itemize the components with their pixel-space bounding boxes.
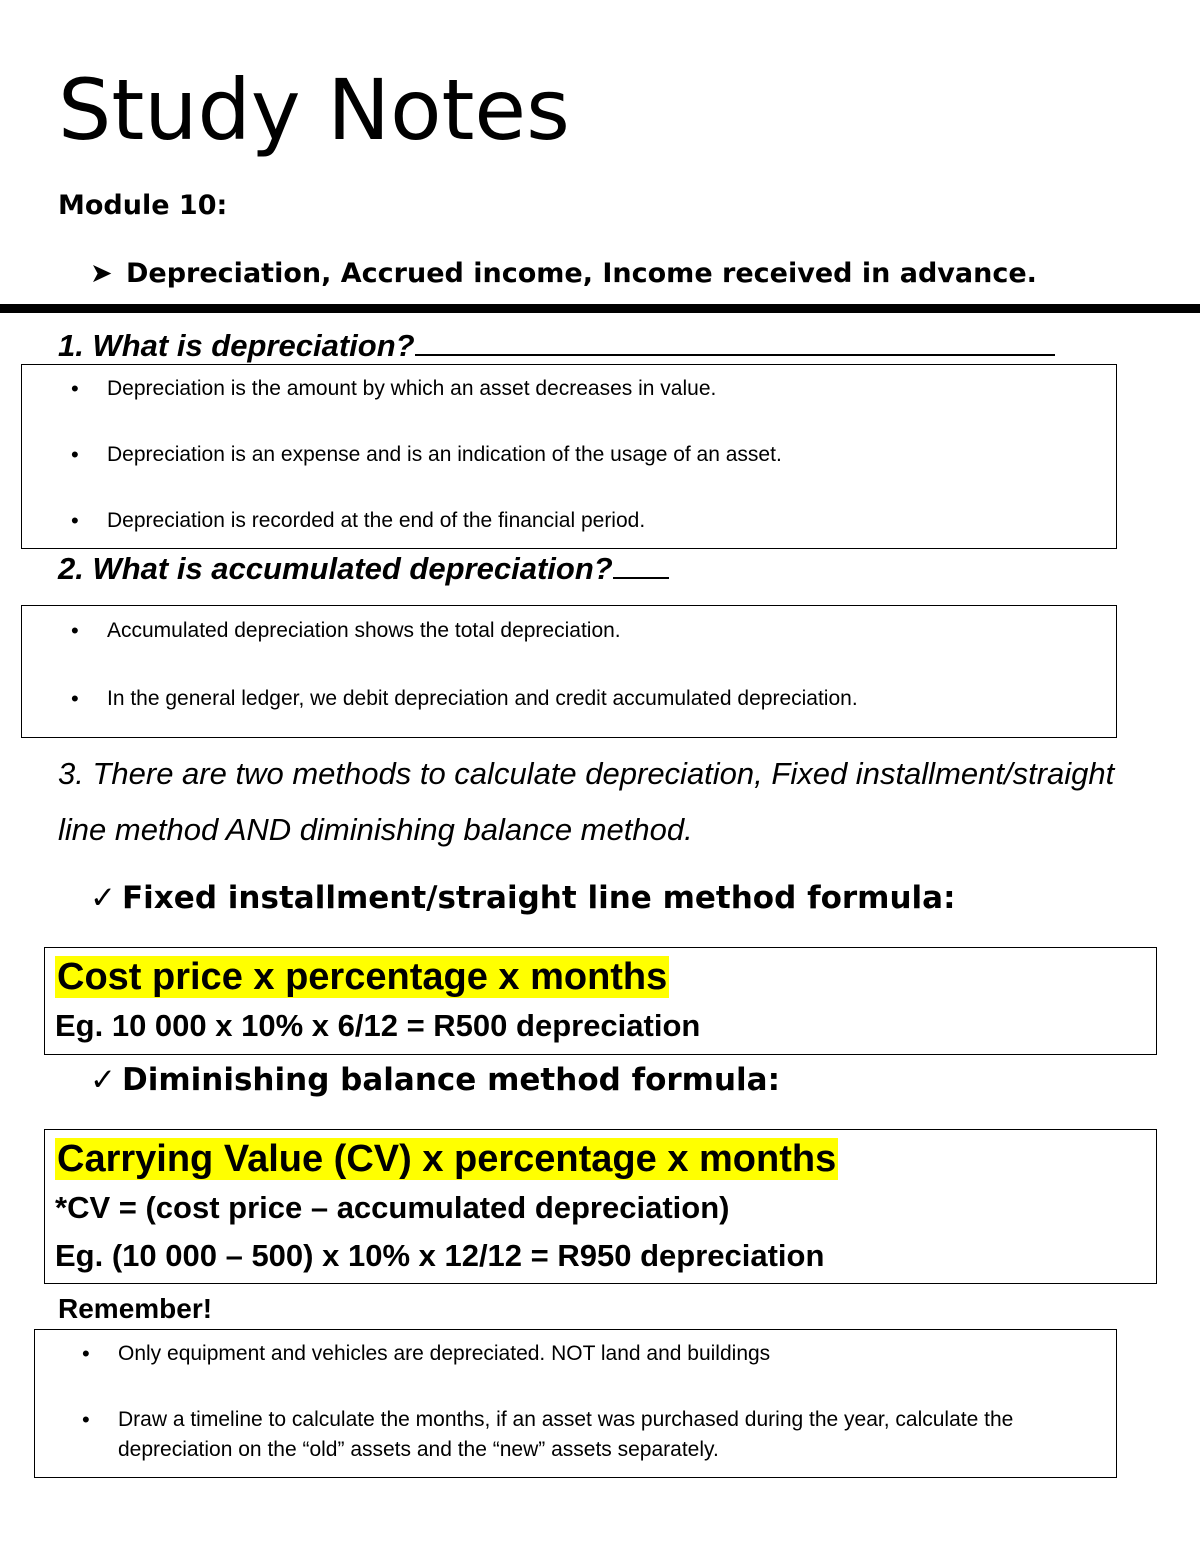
list-item: • In the general ledger, we debit depreciation and credit accumulated depreciation. bbox=[71, 684, 858, 714]
remember-heading: Remember! bbox=[58, 1293, 213, 1324]
question-2 bbox=[58, 549, 669, 589]
answer-line bbox=[415, 326, 1055, 356]
module-label: Module 10: bbox=[58, 190, 228, 221]
question-2-text: 2. What is accumulated depreciation? bbox=[58, 551, 613, 586]
list-item: • Accumulated depreciation shows the total depreciation. bbox=[71, 616, 858, 646]
fixed-method-heading bbox=[90, 878, 955, 918]
cv-definition: *CV = (cost price – accumulated depreciation) bbox=[55, 1190, 730, 1225]
diminishing-example: Eg. (10 000 – 500) x 10% x 12/12 = R950 depreciation bbox=[55, 1238, 825, 1273]
list-item: • Depreciation is an expense and is an indication of the usage of an asset. bbox=[71, 440, 782, 470]
answer-line bbox=[613, 549, 669, 579]
arrow-bullet-icon: ➤ bbox=[90, 258, 113, 289]
fixed-method-heading-text: Fixed installment/straight line method formula: bbox=[122, 880, 956, 916]
question-1 bbox=[58, 326, 1055, 366]
fixed-formula-highlight: Cost price x percentage x months bbox=[57, 956, 668, 998]
q2-bullet-list bbox=[71, 616, 858, 752]
remember-bullet-list bbox=[82, 1339, 1082, 1501]
list-item: • Depreciation is the amount by which an asset decreases in value. bbox=[71, 374, 782, 404]
topic-text: Depreciation, Accrued income, Income received in advance. bbox=[126, 258, 1037, 289]
divider bbox=[0, 304, 1200, 313]
list-item: • Only equipment and vehicles are depreciated. NOT land and buildings bbox=[82, 1339, 1082, 1369]
fixed-formula bbox=[55, 952, 700, 1050]
fixed-example: Eg. 10 000 x 10% x 6/12 = R500 depreciation bbox=[55, 1008, 701, 1043]
diminishing-formula-highlight: Carrying Value (CV) x percentage x months bbox=[57, 1138, 837, 1180]
topic-line bbox=[90, 256, 1037, 292]
checkmark-icon: ✓ bbox=[90, 880, 116, 916]
list-item: • Depreciation is recorded at the end of the financial period. bbox=[71, 506, 782, 536]
question-3: 3. There are two methods to calculate depreciation, Fixed installment/straight line method AND diminishing balance method. bbox=[58, 756, 1115, 847]
question-1-text: 1. What is depreciation? bbox=[58, 328, 415, 363]
list-item: • Draw a timeline to calculate the months, if an asset was purchased during the year, calculate the depreciation on the “old” assets and the “new” assets separately. bbox=[82, 1405, 1082, 1465]
diminishing-method-heading-text: Diminishing balance method formula: bbox=[122, 1062, 780, 1098]
page-title: Study Notes bbox=[58, 61, 570, 159]
diminishing-method-heading bbox=[90, 1060, 780, 1100]
q1-bullet-list bbox=[71, 374, 782, 572]
checkmark-icon: ✓ bbox=[90, 1062, 116, 1098]
diminishing-formula bbox=[55, 1134, 838, 1280]
